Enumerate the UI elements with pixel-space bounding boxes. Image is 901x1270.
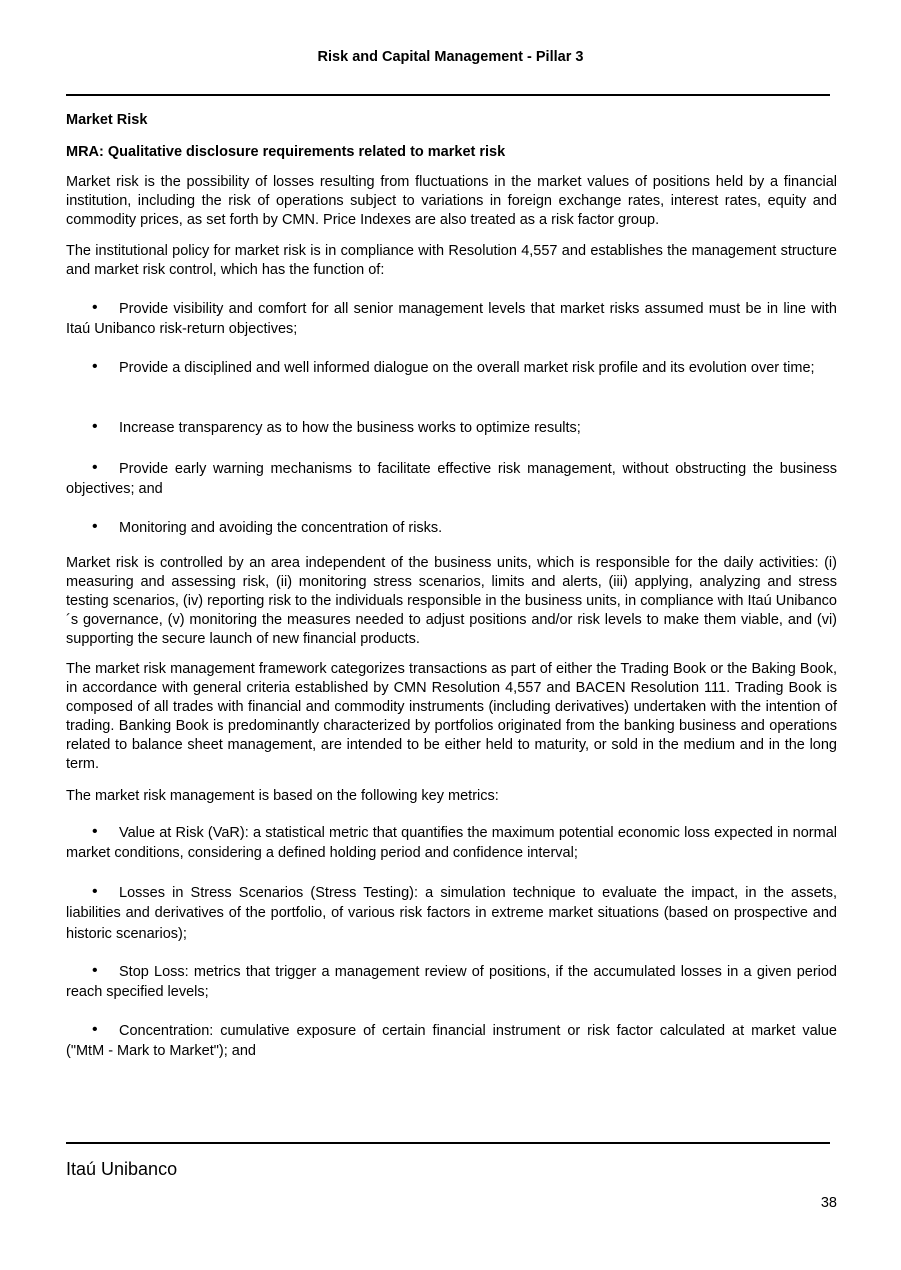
footer-divider bbox=[66, 1142, 830, 1144]
bullet-icon: • bbox=[92, 823, 98, 840]
paragraph: Market risk is controlled by an area independent of the business units, which is responsible for the daily activities: (i) measuring and assessing risk, (ii) monitoring stress scenarios, limits and alerts, (iii) applying, analyzing and stress testing scenarios, (iv) reporting risk to the individuals responsible in the business units, in compliance with Itaú Unibanco´s governance, (v) monitoring the measures needed to adjust positions and/or risk levels to make them viable, and (vi) supporting the secure launch of new financial products. bbox=[66, 555, 837, 647]
list-item-text: Provide early warning mechanisms to facilitate effective risk management, without obstructing the business objectives; and bbox=[66, 461, 837, 498]
list-item bbox=[66, 358, 837, 378]
paragraph: The market risk management framework categorizes transactions as part of either the Trading Book or the Baking Book, in accordance with general criteria established by CMN Resolution 4,557 and BACEN Resolution 111. Trading Book is composed of all trades with financial and commodity instruments (including derivatives) undertaken with the intention of trading. Banking Book is predominantly characterized by portfolios originated from the banking business and operations related to balance sheet management, are intended to be either held to maturity, or sold in the medium and in the long term. bbox=[66, 661, 837, 772]
paragraph: The institutional policy for market risk is in compliance with Resolution 4,557 and establishes the management structure and market risk control, which has the function of: bbox=[66, 243, 837, 278]
bullet-icon: • bbox=[92, 518, 98, 535]
list-item-text: Monitoring and avoiding the concentration of risks. bbox=[119, 520, 443, 536]
list-item-text: Provide a disciplined and well informed dialogue on the overall market risk profile and its evolution over time; bbox=[119, 360, 815, 376]
list-item bbox=[66, 299, 837, 340]
paragraph: Market risk is the possibility of losses resulting from fluctuations in the market values of positions held by a financial institution, including the risk of operations subject to variations in foreign exchange rates, interest rates, equity and commodity prices, as set forth by CMN. Price Indexes are also treated as a risk factor group. bbox=[66, 174, 837, 228]
subsection-title: MRA: Qualitative disclosure requirements related to market risk bbox=[66, 144, 506, 160]
list-item bbox=[66, 418, 837, 438]
bullet-icon: • bbox=[92, 962, 98, 979]
list-item bbox=[66, 1021, 837, 1062]
list-item-text: Value at Risk (VaR): a statistical metric that quantifies the maximum potential economic loss expected in normal market conditions, considering a defined holding period and confidence interval; bbox=[66, 825, 837, 862]
list-item bbox=[66, 823, 837, 864]
bullet-icon: • bbox=[92, 418, 98, 435]
list-item-text: Provide visibility and comfort for all senior management levels that market risks assumed must be in line with Itaú Unibanco risk-return objectives; bbox=[66, 301, 837, 338]
list-item-text: Stop Loss: metrics that trigger a management review of positions, if the accumulated losses in a given period reach specified levels; bbox=[66, 964, 837, 1001]
paragraph: The market risk management is based on the following key metrics: bbox=[66, 788, 499, 804]
bullet-icon: • bbox=[92, 299, 98, 316]
list-item bbox=[66, 459, 837, 500]
list-item-text: Losses in Stress Scenarios (Stress Testing): a simulation technique to evaluate the impact, in the assets, liabilities and derivatives of the portfolio, of various risk factors in extreme market situations (based on prospective and historic scenarios); bbox=[66, 885, 837, 942]
list-item-text: Concentration: cumulative exposure of certain financial instrument or risk factor calculated at market value ("MtM - Mark to Market"); and bbox=[66, 1023, 837, 1060]
bullet-icon: • bbox=[92, 883, 98, 900]
footer-company: Itaú Unibanco bbox=[66, 1159, 178, 1179]
list-item bbox=[66, 962, 837, 1003]
bullet-icon: • bbox=[92, 358, 98, 375]
section-title: Market Risk bbox=[66, 112, 148, 128]
page-number: 38 bbox=[820, 1195, 837, 1211]
list-item bbox=[66, 883, 837, 944]
header-divider bbox=[66, 94, 830, 96]
list-item bbox=[66, 518, 837, 538]
bullet-icon: • bbox=[92, 1021, 98, 1038]
bullet-icon: • bbox=[92, 459, 98, 476]
list-item-text: Increase transparency as to how the business works to optimize results; bbox=[119, 420, 581, 436]
page-header-title: Risk and Capital Management - Pillar 3 bbox=[317, 49, 584, 65]
